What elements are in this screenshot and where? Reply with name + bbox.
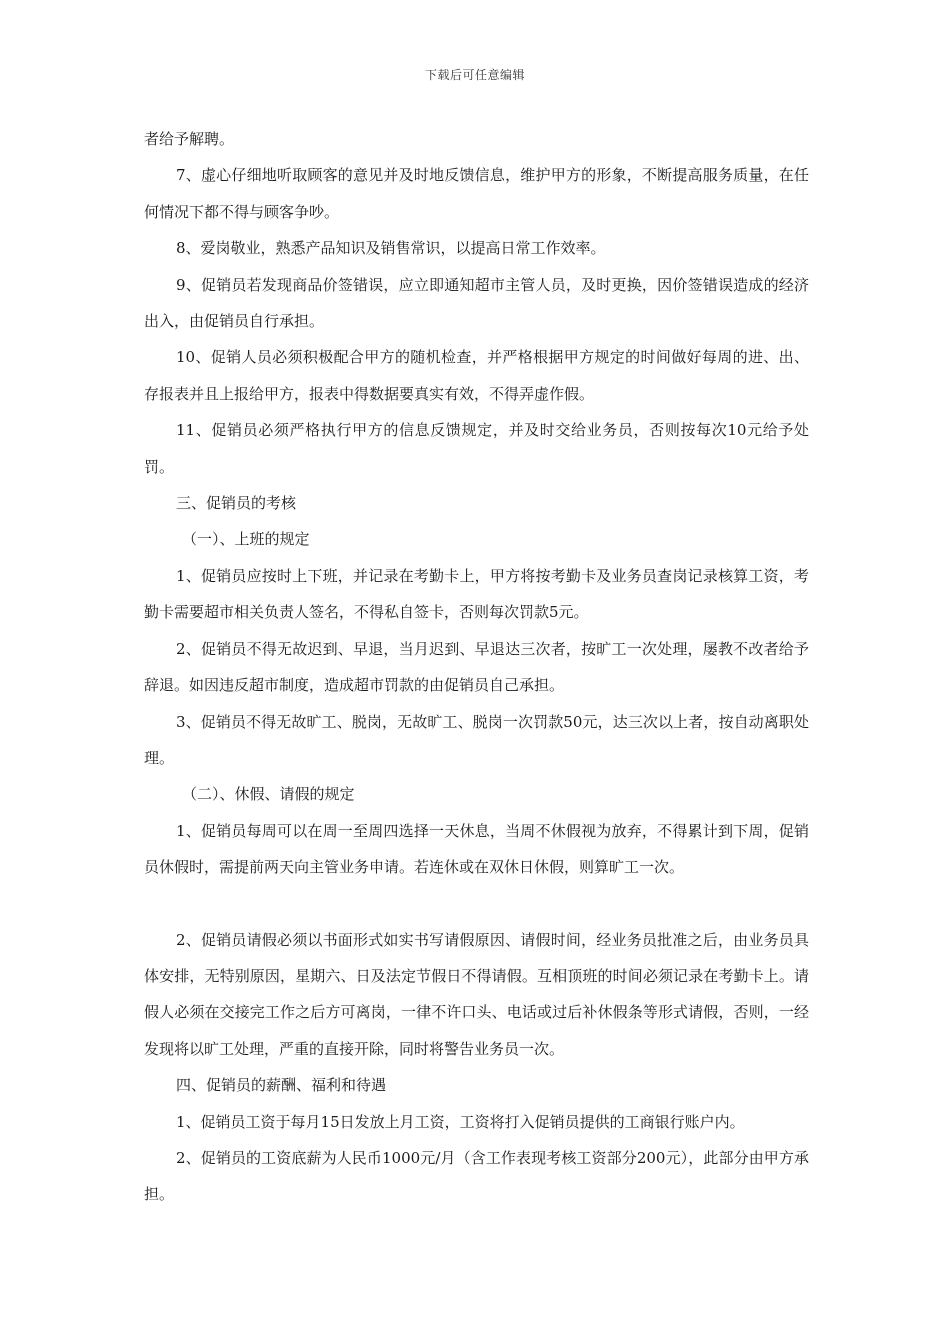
- rule-item-11: 11、促销员必须严格执行甲方的信息反馈规定，并及时交给业务员，否则按每次10元给予处罚。: [144, 421, 809, 476]
- paragraph-continuation: 者给予解聘。: [144, 130, 235, 148]
- rule-item-7: 7、虚心仔细地听取顾客的意见并及时地反馈信息，维护甲方的形象，不断提高服务质量，在任何情况下都不得与顾客争吵。: [144, 166, 809, 221]
- subsection-heading-attendance: （一）、上班的规定: [182, 530, 310, 549]
- rule-item-10: 10、促销人员必须积极配合甲方的随机检查，并严格根据甲方规定的时间做好每周的进、出、存报表并且上报给甲方，报表中得数据要真实有效，不得弄虚作假。: [144, 348, 809, 403]
- attendance-item-2: 2、促销员不得无故迟到、早退，当月迟到、早退达三次者，按旷工一次处理，屡教不改者给予辞退。如因违反超市制度，造成超市罚款的由促销员自己承担。: [144, 639, 809, 695]
- page-header: 下载后可任意编辑: [424, 68, 525, 82]
- compensation-item-1: 1、促销员工资于每月15日发放上月工资，工资将打入促销员提供的工商银行账户内。: [176, 1112, 745, 1131]
- leave-item-1: 1、促销员每周可以在周一至周四选择一天休息，当周不休假视为放弃，不得累计到下周，促销员休假时，需提前两天向主管业务申请。若连休或在双休日休假，则算旷工一次。: [144, 821, 809, 877]
- blank-line: [144, 886, 809, 922]
- section-heading-assessment: 三、促销员的考核: [176, 494, 297, 513]
- leave-item-2: 2、促销员请假必须以书面形式如实书写请假原因、请假时间，经业务员批准之后，由业务员具体安排，无特别原因，星期六、日及法定节假日不得请假。互相顶班的时间必须记录在考勤卡上。请假人必须在交接完工作之后方可离岗，一律不许口头、电话或过后补休假条等形式请假，否则，一经发现将以旷工处理，严重的直接开除，同时将警告业务员一次。: [144, 930, 809, 1058]
- section-heading-compensation: 四、促销员的薪酬、福利和待遇: [176, 1076, 387, 1095]
- attendance-item-3: 3、促销员不得无故旷工、脱岗，无故旷工、脱岗一次罚款50元，达三次以上者，按自动离职处理。: [144, 712, 809, 767]
- subsection-heading-leave: （二）、休假、请假的规定: [182, 785, 355, 804]
- document-body: [144, 121, 809, 1213]
- compensation-item-2: 2、促销员的工资底薪为人民币1000元/月（含工作表现考核工资部分200元），此部分由甲方承担。: [144, 1148, 809, 1204]
- rule-item-9: 9、促销员若发现商品价签错误，应立即通知超市主管人员，及时更换，因价签错误造成的经济出入，由促销员自行承担。: [144, 275, 809, 331]
- rule-item-8: 8、爱岗敬业，熟悉产品知识及销售常识，以提高日常工作效率。: [176, 239, 606, 258]
- attendance-item-1: 1、促销员应按时上下班，并记录在考勤卡上，甲方将按考勤卡及业务员查岗记录核算工资，考勤卡需要超市相关负责人签名，不得私自签卡，否则每次罚款5元。: [144, 566, 809, 622]
